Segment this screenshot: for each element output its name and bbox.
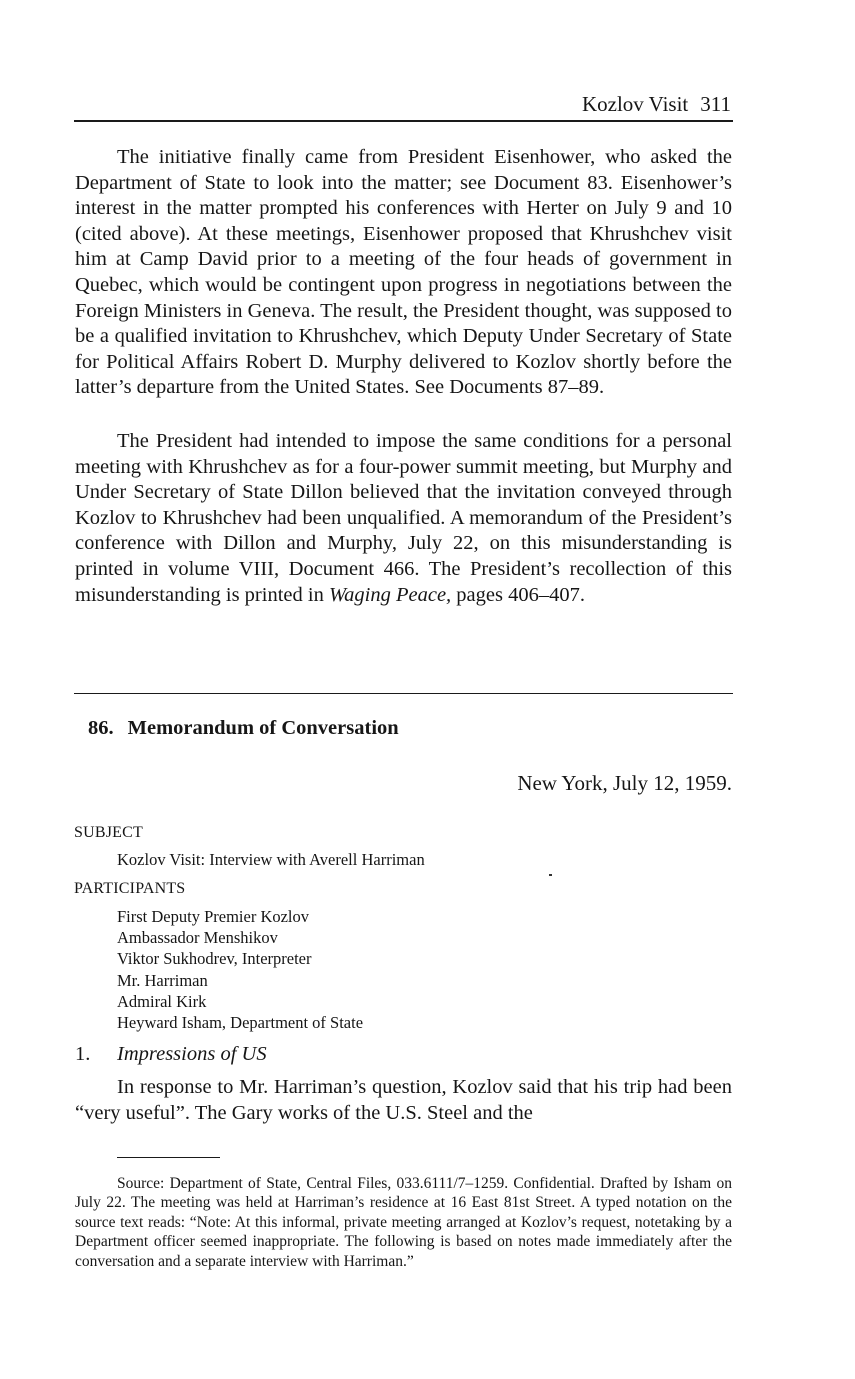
page-number: 311	[700, 92, 731, 116]
section-1-heading	[75, 1043, 267, 1066]
paragraph-2-end: pages 406–407.	[456, 583, 585, 606]
participants-list	[117, 906, 363, 1033]
section-1-title: Impressions of US	[117, 1043, 267, 1065]
document-heading	[88, 717, 399, 740]
running-title: Kozlov Visit	[581, 92, 689, 116]
body-paragraph-1: The initiative finally came from President Eisenhower, who asked the Department of State to look into the matter; see Document 83. Eisenhower’s interest in the matter prompted his conferences with Herter on July 9 and 10 (cited above). At these meetings, Eisenhower proposed that Khrushchev visit him at Camp David prior to a meeting of the four heads of government in Quebec, which would be contingent upon progress in negotiations between the Foreign Ministers in Geneva. The result, the President thought, was supposed to be a qualified invitation to Khrushchev, which Deputy Under Secretary of State for Political Affairs Robert D. Murphy delivered to Kozlov shortly before the latter’s departure from the United States. See Documents 87–89.	[75, 146, 732, 399]
participant-item: First Deputy Premier Kozlov	[117, 907, 310, 926]
section-1-paragraph: In response to Mr. Harriman’s question, Kozlov said that his trip had been “very useful”. The Gary works of the U.S. Steel and the	[75, 1076, 732, 1124]
participant-item: Admiral Kirk	[117, 991, 207, 1011]
running-header	[74, 90, 733, 122]
stray-mark	[549, 874, 552, 876]
subject-label: SUBJECT	[74, 824, 143, 841]
participant-item: Viktor Sukhodrev, Interpreter	[117, 949, 312, 969]
footnote-rule	[117, 1157, 220, 1158]
running-head	[582, 92, 731, 117]
participant-item: Mr. Harriman	[117, 970, 208, 990]
document-title: Memorandum of Conversation	[127, 717, 399, 739]
subject-text: Kozlov Visit: Interview with Averell Harriman	[117, 850, 425, 869]
book-title: Waging Peace,	[328, 583, 452, 606]
source-footnote: Source: Department of State, Central Files, 033.6111/7–1259. Confidential. Drafted by Isham on July 22. The meeting was held at Harriman’s residence at 16 East 81st Street. A typed notation on the source text reads: “Note: At this informal, private meeting arranged at Kozlov’s request, notetaking by a Department officer seemed inappropriate. The following is based on notes made immediately after the conversation and a separate interview with Harriman.”	[75, 1175, 732, 1270]
paragraph-2-text: The President had intended to impose the same conditions for a personal meeting with Khrushchev as for a four-power summit meeting, but Murphy and Under Secretary of State Dillon believed that the invitation conveyed through Kozlov to Khrushchev had been unqualified. A memorandum of the President’s conference with Dillon and Murphy, July 22, on this misunderstanding is printed in volume VIII, Document 466. The President’s recollection of this misunderstanding is printed in	[75, 430, 732, 606]
participant-item: Heyward Isham, Department of State	[117, 1013, 364, 1033]
participants-label: PARTICIPANTS	[74, 880, 186, 897]
dateline: New York, July 12, 1959.	[517, 771, 732, 795]
participant-item: Ambassador Menshikov	[117, 928, 278, 948]
section-1-number: 1.	[75, 1043, 91, 1065]
body-paragraph-2	[75, 429, 732, 608]
section-divider	[74, 693, 733, 694]
document-number: 86.	[88, 717, 114, 739]
